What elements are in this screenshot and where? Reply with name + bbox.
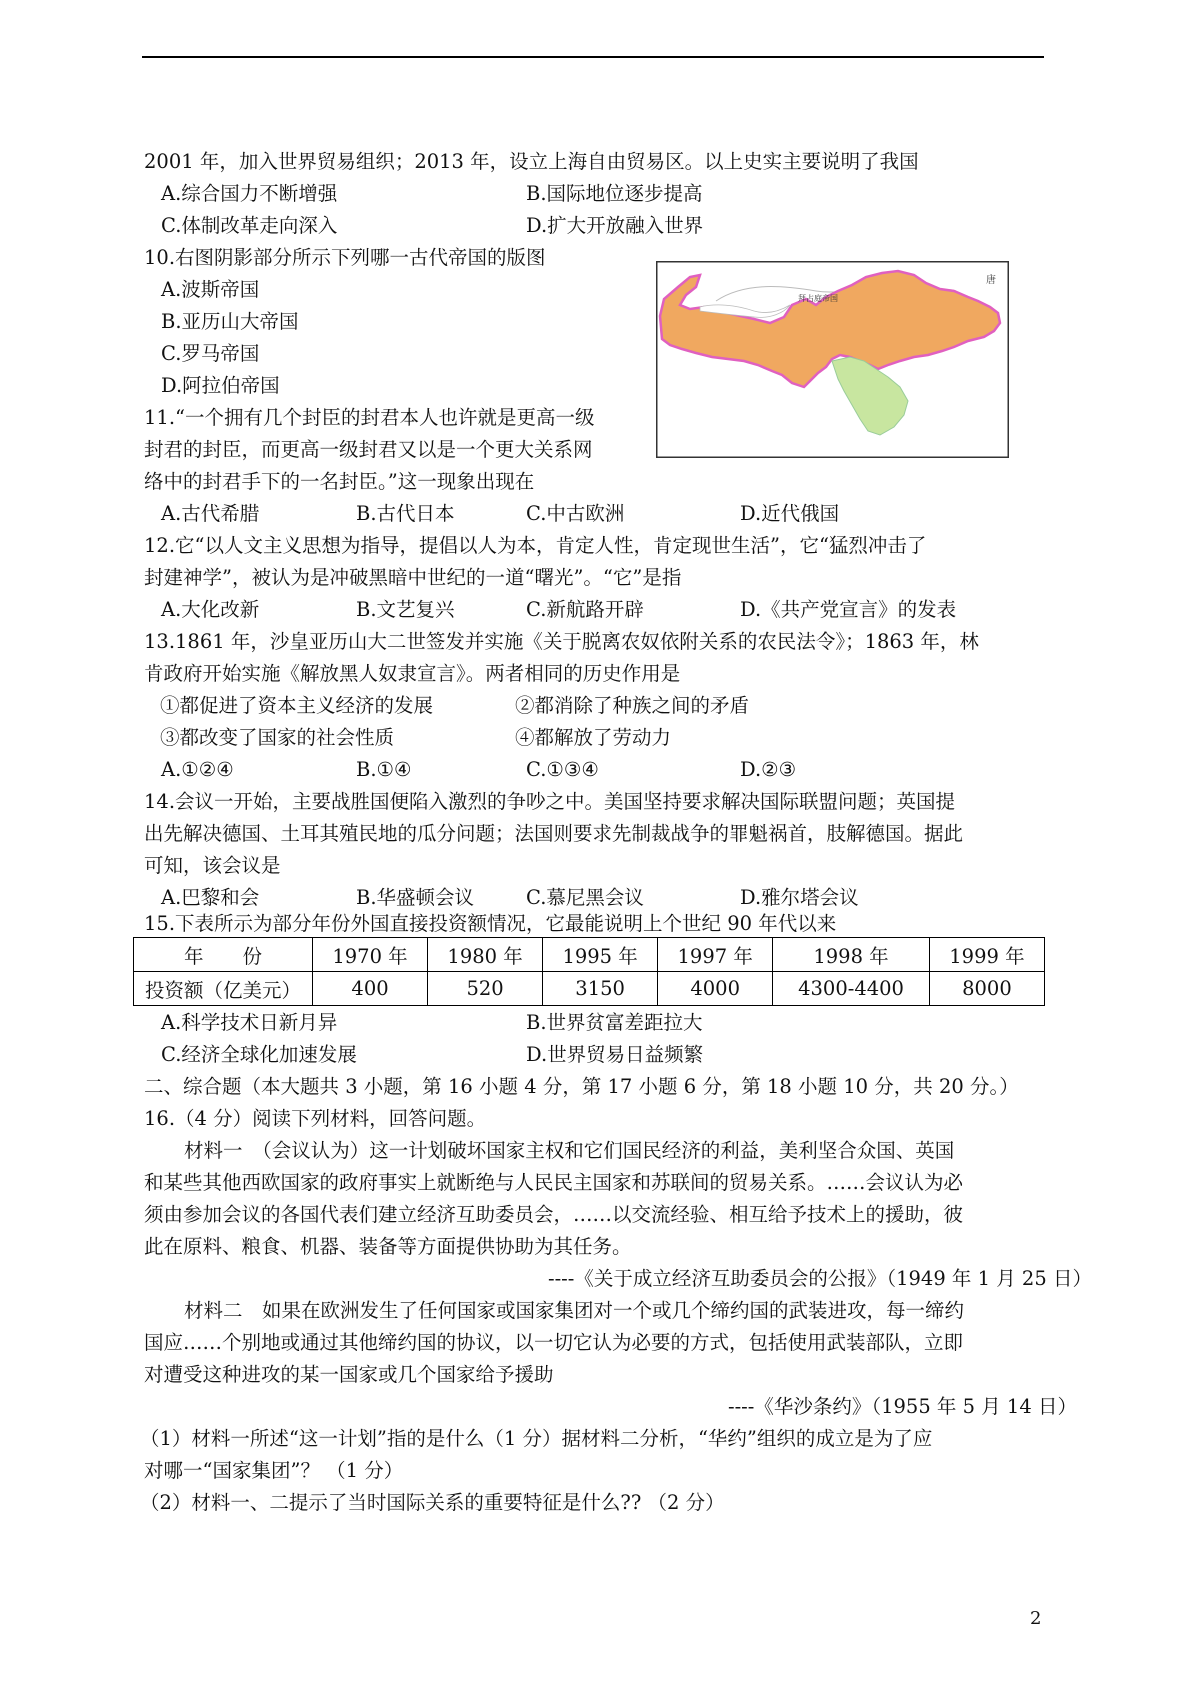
q11-option-a: A.古代希腊 [161,502,260,525]
q12-option-c: C.新航路开辟 [526,598,644,621]
q11-option-b: B.古代日本 [356,502,455,525]
q15-option-c: C.经济全球化加速发展 [161,1043,357,1066]
empire-map [656,261,1009,458]
q9-option-d: D.扩大开放融入世界 [526,214,704,237]
q14-option-d: D.雅尔塔会议 [740,886,859,909]
q11-option-d: D.近代俄国 [740,502,840,525]
q13-line-1: 13.1861 年，沙皇亚历山大二世签发并实施《关于脱离农奴依附关系的农民法令》；1863 年，林 [144,630,979,653]
q14-option-a: A.巴黎和会 [161,886,260,909]
table-cell: 4300-4400 [773,972,930,1006]
header-rule [142,56,1044,58]
q16-subquestion-2: （2）材料一、二提示了当时国际关系的重要特征是什么?? （2 分） [140,1491,725,1514]
q16-stem: 16.（4 分）阅读下列材料，回答问题。 [144,1107,487,1130]
q12-line-1: 12.它“以人文主义思想为指导，提倡以人为本，肯定人性，肯定现世生活”，它“猛烈冲击了 [144,534,927,557]
q9-option-a: A.综合国力不断增强 [161,182,338,205]
q10-option-a: A.波斯帝国 [161,278,260,301]
q12-line-2: 封建神学”，被认为是冲破黑暗中世纪的一道“曙光”。“它”是指 [144,566,682,589]
q13-line-2: 肯政府开始实施《解放黑人奴隶宣言》。两者相同的历史作用是 [144,662,681,685]
q9-option-c: C.体制改革走向深入 [161,214,338,237]
q11-line-2: 封君的封臣，而更高一级封君又以是一个更大关系网 [144,438,593,461]
table-header-cell: 1970 年 [313,938,428,972]
q15-option-a: A.科学技术日新月异 [161,1011,338,1034]
table-cell: 3150 [543,972,658,1006]
q13-option-b: B.①④ [356,758,412,781]
q11-line-3: 络中的封君手下的一名封臣。”这一现象出现在 [144,470,535,493]
q16-material1-source: ----《关于成立经济互助委员会的公报》（1949 年 1 月 25 日） [548,1267,1092,1290]
table-cell: 520 [428,972,543,1006]
q13-option-d: D.②③ [740,758,797,781]
q14-line-3: 可知，该会议是 [144,854,281,877]
table-cell: 8000 [929,972,1044,1006]
table-header-cell: 年 份 [134,938,313,972]
q11-line-1: 11.“一个拥有几个封臣的封君本人也许就是更高一级 [144,406,595,429]
table-cell: 投资额（亿美元） [134,972,313,1006]
q10-option-b: B.亚历山大帝国 [161,310,299,333]
q13-option-a: A.①②④ [161,758,234,781]
q15-option-b: B.世界贫富差距拉大 [526,1011,703,1034]
q9-stem: 2001 年，加入世界贸易组织；2013 年，设立上海自由贸易区。以上史实主要说明了我国 [144,150,919,173]
table-header-cell: 1997 年 [658,938,773,972]
map-label-tang: 唐 [986,275,996,286]
q15-stem: 15.下表所示为部分年份外国直接投资额情况，它最能说明上个世纪 90 年代以来 [144,912,837,935]
q13-item-4: ④都解放了劳动力 [515,726,672,749]
table-header-row [134,938,1045,972]
q16-material2-source: ----《华沙条约》（1955 年 5 月 14 日） [728,1395,1077,1418]
q13-item-1: ①都促进了资本主义经济的发展 [160,694,434,717]
q16-material2-line-3: 对遭受这种进攻的某一国家或几个国家给予援助 [144,1363,554,1386]
q16-material1-line-3: 须由参加会议的各国代表们建立经济互助委员会，……以交流经验、相互给予技术上的援助，彼 [144,1203,964,1226]
table-header-cell: 1980 年 [428,938,543,972]
table-cell: 400 [313,972,428,1006]
q12-option-d: D.《共产党宣言》的发表 [740,598,957,621]
q12-option-a: A.大化改新 [161,598,260,621]
q13-item-3: ③都改变了国家的社会性质 [160,726,395,749]
q14-line-2: 出先解决德国、土耳其殖民地的瓜分问题；法国则要求先制裁战争的罪魁祸首，肢解德国。据此 [144,822,964,845]
q9-option-b: B.国际地位逐步提高 [526,182,703,205]
section2-title: 二、综合题（本大题共 3 小题，第 16 小题 4 分，第 17 小题 6 分，第 18 小题 10 分，共 20 分。） [144,1075,1019,1098]
table-cell: 4000 [658,972,773,1006]
q14-option-c: C.慕尼黑会议 [526,886,644,909]
investment-table [133,937,1045,1006]
q16-material1-line-1: 材料一 （会议认为）这一计划破坏国家主权和它们国民经济的利益，美利坚合众国、英国 [184,1139,955,1162]
q10-stem: 10.右图阴影部分所示下列哪一古代帝国的版图 [144,246,546,269]
q10-option-c: C.罗马帝国 [161,342,260,365]
q16-material1-line-4: 此在原料、粮食、机器、装备等方面提供协助为其任务。 [144,1235,632,1258]
q12-option-b: B.文艺复兴 [356,598,455,621]
q14-line-1: 14.会议一开始，主要战胜国便陷入激烈的争吵之中。美国坚持要求解决国际联盟问题；英国提 [144,790,956,813]
q11-option-c: C.中古欧洲 [526,502,625,525]
q13-item-2: ②都消除了种族之间的矛盾 [515,694,750,717]
map-label-byzantine: 拜占庭帝国 [798,294,838,303]
q16-material2-line-2: 国应……个别地或通过其他缔约国的协议，以一切它认为必要的方式，包括使用武装部队，立即 [144,1331,964,1354]
q16-subquestion-1-line-1: （1）材料一所述“这一计划”指的是什么（1 分）据材料二分析，“华约”组织的成立是为了应 [140,1427,933,1450]
q13-option-c: C.①③④ [526,758,599,781]
page-number: 2 [1030,1608,1042,1629]
table-header-cell: 1995 年 [543,938,658,972]
q10-option-d: D.阿拉伯帝国 [161,374,280,397]
q16-material1-line-2: 和某些其他西欧国家的政府事实上就断绝与人民民主国家和苏联间的贸易关系。……会议认为必 [144,1171,964,1194]
q16-material2-line-1: 材料二 如果在欧洲发生了任何国家或国家集团对一个或几个缔约国的武装进攻，每一缔约 [184,1299,965,1322]
q16-subquestion-1-line-2: 对哪一“国家集团”？ （1 分） [144,1459,404,1482]
table-header-cell: 1999 年 [929,938,1044,972]
q14-option-b: B.华盛顿会议 [356,886,475,909]
table-row [134,972,1045,1006]
q15-option-d: D.世界贸易日益频繁 [526,1043,704,1066]
table-header-cell: 1998 年 [773,938,930,972]
